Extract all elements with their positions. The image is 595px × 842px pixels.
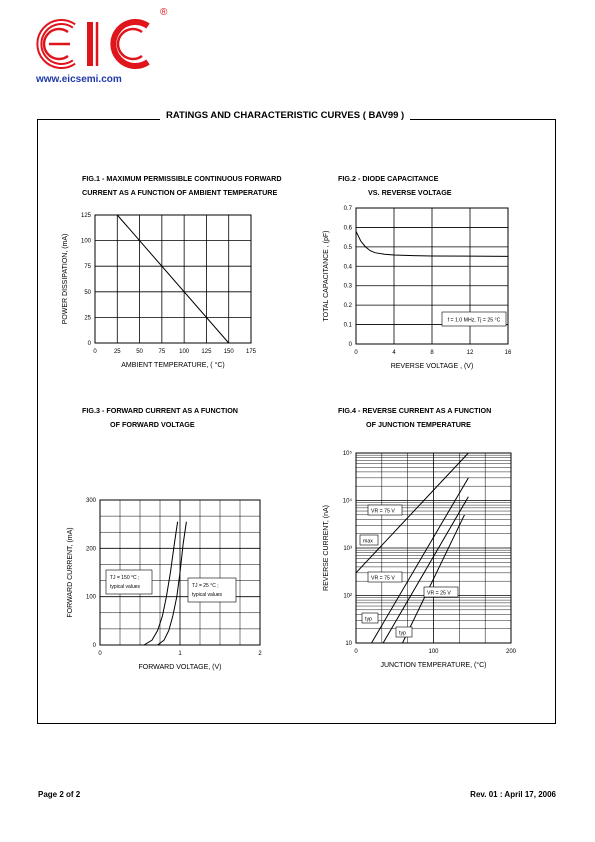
- x-tick-label: 75: [158, 349, 166, 355]
- y-tick-label: 0.5: [343, 244, 352, 251]
- x-tick-label: 0: [354, 350, 358, 356]
- y-tick-label: 25: [84, 315, 91, 322]
- y-tick-label: 0.1: [343, 322, 352, 329]
- x-axis-label: JUNCTION TEMPERATURE, (°C): [380, 662, 487, 669]
- x-tick-label: 125: [201, 349, 212, 355]
- y-tick-label: 0: [348, 342, 352, 348]
- annotation-label: f = 1.0 MHz, Tj = 25 °C: [447, 317, 501, 324]
- y-tick-label: 10: [345, 641, 352, 647]
- x-tick-label: 0: [93, 349, 97, 355]
- y-tick-label: 10⁵: [342, 451, 352, 457]
- annotation-label: max: [363, 538, 373, 545]
- y-tick-label: 10²: [343, 593, 352, 600]
- y-tick-label: 50: [84, 289, 91, 296]
- y-axis-label: FORWARD CURRENT, (mA): [67, 527, 74, 618]
- fig3-chart: [55, 492, 270, 672]
- y-tick-label: 100: [85, 594, 96, 601]
- y-tick-label: 0.4: [343, 264, 352, 271]
- y-tick-label: 10⁴: [342, 498, 352, 505]
- x-axis-label: AMBIENT TEMPERATURE, ( °C): [121, 362, 225, 369]
- annotation-label: VR = 75 V: [371, 575, 395, 582]
- annotation-label: VR = 75 V: [371, 508, 395, 515]
- y-axis-label: POWER DISSIPATION, (mA): [62, 233, 69, 325]
- y-axis-label: REVERSE CURRENT, (nA): [323, 505, 330, 591]
- annotation-box: [106, 570, 152, 594]
- x-tick-label: 16: [504, 350, 512, 356]
- brand-logo: [30, 12, 170, 74]
- x-tick-label: 200: [505, 649, 517, 655]
- x-tick-label: 2: [258, 651, 262, 657]
- fig2-chart: [318, 200, 528, 370]
- y-tick-label: 0.3: [343, 283, 352, 290]
- annotation-label: typ: [365, 616, 372, 623]
- y-tick-label: 75: [84, 264, 91, 271]
- y-tick-label: 300: [85, 498, 96, 504]
- x-tick-label: 25: [113, 349, 121, 355]
- fig2-caption: FIG.2 - DIODE CAPACITANCE VS. REVERSE VOLTAGE: [338, 174, 452, 197]
- x-tick-label: 175: [245, 349, 257, 355]
- series-line-3: [383, 497, 468, 643]
- y-axis-label: TOTAL CAPACITANCE , (pF): [323, 230, 330, 322]
- x-tick-label: 12: [466, 350, 474, 356]
- y-tick-label: 0.2: [343, 303, 352, 310]
- x-tick-label: 100: [428, 649, 439, 655]
- annotation-label: typ: [399, 630, 406, 637]
- section-title: RATINGS AND CHARACTERISTIC CURVES ( BAV99 ): [160, 110, 410, 121]
- fig3-caption: FIG.3 - FORWARD CURRENT AS A FUNCTION OF FORWARD VOLTAGE: [82, 406, 238, 429]
- annotation-label: typical values: [110, 584, 141, 590]
- annotation-label: VR = 25 V: [427, 590, 451, 597]
- fig4-chart: [312, 445, 527, 675]
- fig1-caption: FIG.1 - MAXIMUM PERMISSIBLE CONTINUOUS FORWARD CURRENT AS A FUNCTION OF AMBIENT TEMPERATURE: [82, 174, 282, 197]
- annotation-box: [188, 578, 236, 602]
- y-tick-label: 200: [85, 546, 96, 553]
- y-tick-label: 100: [80, 238, 91, 245]
- x-tick-label: 1: [178, 651, 182, 657]
- x-tick-label: 100: [179, 349, 190, 355]
- page-number: Page 2 of 2: [38, 790, 81, 799]
- x-tick-label: 8: [430, 350, 434, 356]
- x-axis-label: REVERSE VOLTAGE , (V): [390, 363, 474, 370]
- y-tick-label: 10³: [343, 546, 352, 552]
- annotation-label: TJ = 150 °C ;: [110, 575, 140, 581]
- y-tick-label: 0: [87, 341, 91, 347]
- x-tick-label: 150: [223, 349, 234, 355]
- revision-info: Rev. 01 : April 17, 2006: [470, 790, 556, 799]
- series-line-2: [158, 522, 187, 645]
- y-tick-label: 125: [80, 213, 91, 219]
- x-tick-label: 0: [354, 649, 358, 655]
- registered-mark: ®: [160, 7, 168, 18]
- y-tick-label: 0: [92, 643, 96, 649]
- x-axis-label: FORWARD VOLTAGE, (V): [138, 664, 222, 671]
- x-tick-label: 0: [98, 651, 102, 657]
- y-tick-label: 0.7: [343, 206, 352, 212]
- fig4-caption: FIG.4 - REVERSE CURRENT AS A FUNCTION OF JUNCTION TEMPERATURE: [338, 406, 492, 429]
- annotation-label: typical values: [192, 592, 223, 598]
- fig1-chart: [55, 205, 270, 370]
- website-link[interactable]: www.eicsemi.com: [36, 74, 122, 85]
- x-tick-label: 4: [392, 350, 396, 356]
- y-tick-label: 0.6: [343, 225, 352, 232]
- annotation-label: TJ = 25 °C ;: [192, 583, 219, 589]
- x-tick-label: 50: [136, 349, 143, 355]
